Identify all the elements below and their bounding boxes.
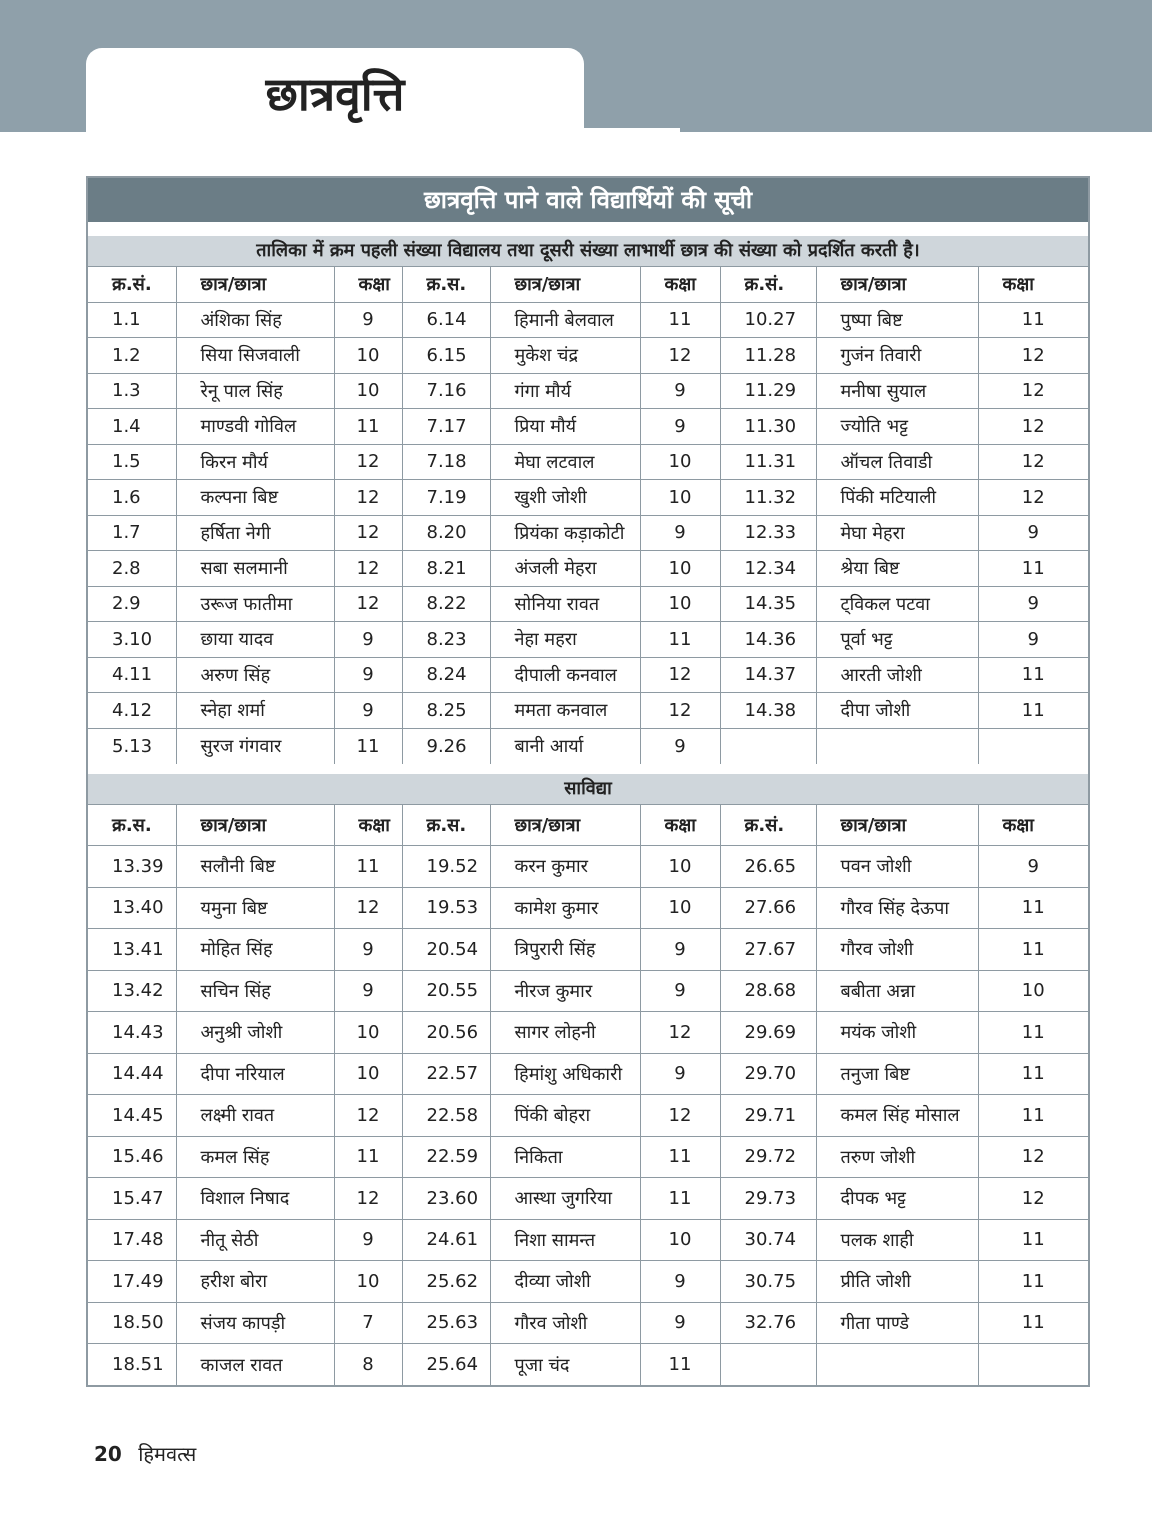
serial-cell: 6.14 — [402, 302, 490, 338]
class-cell: 9 — [334, 302, 402, 338]
student-name-cell: माण्डवी गोविल — [176, 409, 334, 445]
student-name-cell: दीपा नरियाल — [176, 1053, 334, 1095]
student-name-cell: सबा सलमानी — [176, 551, 334, 587]
table-1-header-row — [88, 267, 1088, 303]
serial-cell: 29.70 — [720, 1053, 816, 1095]
serial-cell: 2.8 — [88, 551, 176, 587]
class-cell: 11 — [978, 1095, 1088, 1137]
serial-cell: 11.29 — [720, 373, 816, 409]
table-2-header-row — [88, 804, 1088, 846]
serial-cell: 28.68 — [720, 970, 816, 1012]
class-cell: 11 — [640, 1178, 720, 1220]
student-name-cell: दीपक भट्ट — [816, 1178, 978, 1220]
student-name-cell: प्रिया मौर्य — [490, 409, 640, 445]
table-1-header-cell: क्र.सं. — [720, 267, 816, 303]
serial-cell: 1.7 — [88, 515, 176, 551]
student-name-cell: हर्षिता नेगी — [176, 515, 334, 551]
serial-cell: 25.64 — [402, 1344, 490, 1386]
class-cell: 11 — [978, 551, 1088, 587]
table-row — [88, 887, 1088, 929]
table-row — [88, 1136, 1088, 1178]
student-name-cell: गंगा मौर्य — [490, 373, 640, 409]
student-name-cell: अरुण सिंह — [176, 657, 334, 693]
table-row — [88, 1219, 1088, 1261]
table-row — [88, 373, 1088, 409]
title-tab — [86, 48, 584, 132]
class-cell: 11 — [978, 693, 1088, 729]
class-cell: 9 — [640, 373, 720, 409]
serial-cell: 20.55 — [402, 970, 490, 1012]
table-1-header-cell: क्र.स. — [402, 267, 490, 303]
class-cell: 9 — [640, 515, 720, 551]
class-cell: 12 — [334, 1178, 402, 1220]
serial-cell: 22.58 — [402, 1095, 490, 1137]
table-2-header-cell: छात्र/छात्रा — [176, 804, 334, 846]
class-cell: 9 — [640, 409, 720, 445]
serial-cell: 7.18 — [402, 444, 490, 480]
student-name-cell: पवन जोशी — [816, 846, 978, 888]
class-cell: 10 — [640, 1219, 720, 1261]
class-cell: 10 — [640, 846, 720, 888]
serial-cell: 15.47 — [88, 1178, 176, 1220]
student-name-cell: ट्विकल पटवा — [816, 586, 978, 622]
student-name-cell: तरुण जोशी — [816, 1136, 978, 1178]
serial-cell: 29.71 — [720, 1095, 816, 1137]
table-2-header-cell: क्र.स. — [88, 804, 176, 846]
table-row — [88, 693, 1088, 729]
class-cell: 9 — [640, 728, 720, 764]
table-row — [88, 728, 1088, 764]
table-row — [88, 1012, 1088, 1054]
class-cell: 11 — [978, 887, 1088, 929]
serial-cell: 13.39 — [88, 846, 176, 888]
student-name-cell: सोनिया रावत — [490, 586, 640, 622]
student-name-cell: रेनू पाल सिंह — [176, 373, 334, 409]
student-name-cell: अनुश्री जोशी — [176, 1012, 334, 1054]
student-name-cell — [816, 1344, 978, 1386]
student-name-cell: ऑचल तिवाडी — [816, 444, 978, 480]
student-name-cell: संजय कापड़ी — [176, 1302, 334, 1344]
class-cell: 12 — [978, 1136, 1088, 1178]
table-1-header-cell: छात्र/छात्रा — [176, 267, 334, 303]
class-cell: 12 — [334, 444, 402, 480]
serial-cell: 1.6 — [88, 480, 176, 516]
student-name-cell: सलौनी बिष्ट — [176, 846, 334, 888]
student-name-cell: मुकेश चंद्र — [490, 338, 640, 374]
serial-cell: 20.54 — [402, 929, 490, 971]
class-cell: 11 — [978, 657, 1088, 693]
serial-cell: 8.24 — [402, 657, 490, 693]
class-cell: 11 — [640, 1136, 720, 1178]
student-name-cell: गीता पाण्डे — [816, 1302, 978, 1344]
class-cell: 12 — [640, 693, 720, 729]
class-cell: 9 — [334, 970, 402, 1012]
class-cell — [978, 1344, 1088, 1386]
student-name-cell: ज्योति भट्ट — [816, 409, 978, 445]
serial-cell: 11.30 — [720, 409, 816, 445]
class-cell: 9 — [334, 657, 402, 693]
serial-cell: 24.61 — [402, 1219, 490, 1261]
serial-cell: 14.38 — [720, 693, 816, 729]
serial-cell: 17.48 — [88, 1219, 176, 1261]
serial-cell: 29.69 — [720, 1012, 816, 1054]
magazine-name: हिमवत्स — [138, 1442, 197, 1466]
serial-cell: 9.26 — [402, 728, 490, 764]
table-row — [88, 1178, 1088, 1220]
class-cell: 9 — [640, 1261, 720, 1303]
student-name-cell: ममता कनवाल — [490, 693, 640, 729]
table-row — [88, 409, 1088, 445]
student-name-cell: उरूज फातीमा — [176, 586, 334, 622]
student-name-cell: पूजा चंद — [490, 1344, 640, 1386]
class-cell: 9 — [978, 846, 1088, 888]
serial-cell: 7.17 — [402, 409, 490, 445]
student-name-cell: मोहित सिंह — [176, 929, 334, 971]
student-name-cell: अंशिका सिंह — [176, 302, 334, 338]
table-row — [88, 929, 1088, 971]
table-row — [88, 970, 1088, 1012]
class-cell: 9 — [640, 929, 720, 971]
student-name-cell: आस्था जुगरिया — [490, 1178, 640, 1220]
class-cell: 10 — [334, 1261, 402, 1303]
serial-cell: 5.13 — [88, 728, 176, 764]
title-tab-extension — [584, 128, 680, 132]
student-name-cell: कमल सिंह मोसाल — [816, 1095, 978, 1137]
student-name-cell: गुजंन तिवारी — [816, 338, 978, 374]
serial-cell: 14.44 — [88, 1053, 176, 1095]
serial-cell: 17.49 — [88, 1261, 176, 1303]
panel-title: छात्रवृत्ति पाने वाले विद्यार्थियों की सूची — [88, 178, 1088, 222]
student-name-cell — [816, 728, 978, 764]
table-1-header-cell: कक्षा — [978, 267, 1088, 303]
table-2-header-cell: क्र.सं. — [720, 804, 816, 846]
serial-cell: 25.63 — [402, 1302, 490, 1344]
student-name-cell: दीव्या जोशी — [490, 1261, 640, 1303]
class-cell: 11 — [978, 1012, 1088, 1054]
student-name-cell: हरीश बोरा — [176, 1261, 334, 1303]
student-name-cell: विशाल निषाद — [176, 1178, 334, 1220]
class-cell: 11 — [978, 302, 1088, 338]
class-cell: 10 — [334, 338, 402, 374]
student-name-cell: निशा सामन्त — [490, 1219, 640, 1261]
serial-cell: 18.50 — [88, 1302, 176, 1344]
serial-cell: 26.65 — [720, 846, 816, 888]
class-cell: 11 — [334, 409, 402, 445]
table-1-header-cell: छात्र/छात्रा — [490, 267, 640, 303]
student-name-cell: बानी आर्या — [490, 728, 640, 764]
student-name-cell: पुष्पा बिष्ट — [816, 302, 978, 338]
serial-cell: 18.51 — [88, 1344, 176, 1386]
class-cell: 11 — [334, 728, 402, 764]
serial-cell: 20.56 — [402, 1012, 490, 1054]
student-name-cell: मनीषा सुयाल — [816, 373, 978, 409]
student-name-cell: तनुजा बिष्ट — [816, 1053, 978, 1095]
class-cell: 10 — [334, 373, 402, 409]
student-name-cell: आरती जोशी — [816, 657, 978, 693]
class-cell: 12 — [640, 338, 720, 374]
class-cell: 12 — [640, 657, 720, 693]
page-footer — [94, 1440, 196, 1467]
serial-cell: 1.4 — [88, 409, 176, 445]
class-cell — [978, 728, 1088, 764]
student-name-cell: मेघा लटवाल — [490, 444, 640, 480]
student-name-cell: निकिता — [490, 1136, 640, 1178]
class-cell: 10 — [640, 480, 720, 516]
serial-cell: 13.42 — [88, 970, 176, 1012]
class-cell: 9 — [640, 1053, 720, 1095]
student-name-cell: कल्पना बिष्ट — [176, 480, 334, 516]
serial-cell: 4.12 — [88, 693, 176, 729]
student-name-cell: मयंक जोशी — [816, 1012, 978, 1054]
student-name-cell: सिया सिजवाली — [176, 338, 334, 374]
table-2-header-cell: कक्षा — [334, 804, 402, 846]
scholarship-panel — [86, 176, 1090, 1387]
serial-cell: 8.23 — [402, 622, 490, 658]
student-name-cell: सागर लोहनी — [490, 1012, 640, 1054]
serial-cell: 8.22 — [402, 586, 490, 622]
table-2-header-cell: कक्षा — [978, 804, 1088, 846]
student-name-cell: करन कुमार — [490, 846, 640, 888]
serial-cell — [720, 1344, 816, 1386]
page-title: छात्रवृत्ति — [265, 67, 405, 121]
serial-cell: 25.62 — [402, 1261, 490, 1303]
serial-cell: 22.59 — [402, 1136, 490, 1178]
student-name-cell: गौरव जोशी — [816, 929, 978, 971]
serial-cell: 4.11 — [88, 657, 176, 693]
class-cell: 12 — [334, 586, 402, 622]
class-cell: 12 — [334, 515, 402, 551]
student-name-cell: छाया यादव — [176, 622, 334, 658]
class-cell: 10 — [640, 551, 720, 587]
student-name-cell: सुरज गंगवार — [176, 728, 334, 764]
serial-cell: 7.16 — [402, 373, 490, 409]
serial-cell: 1.5 — [88, 444, 176, 480]
table-row — [88, 622, 1088, 658]
serial-cell: 10.27 — [720, 302, 816, 338]
serial-cell: 1.2 — [88, 338, 176, 374]
class-cell: 10 — [640, 887, 720, 929]
student-name-cell: प्रीति जोशी — [816, 1261, 978, 1303]
class-cell: 12 — [978, 373, 1088, 409]
table-row — [88, 657, 1088, 693]
student-name-cell: यमुना बिष्ट — [176, 887, 334, 929]
student-name-cell: काजल रावत — [176, 1344, 334, 1386]
class-cell: 9 — [334, 622, 402, 658]
table-row — [88, 515, 1088, 551]
student-name-cell: गौरव जोशी — [490, 1302, 640, 1344]
table-1-header-cell: कक्षा — [334, 267, 402, 303]
class-cell: 11 — [334, 1136, 402, 1178]
table-row — [88, 338, 1088, 374]
table-2-header-cell: छात्र/छात्रा — [490, 804, 640, 846]
class-cell: 7 — [334, 1302, 402, 1344]
class-cell: 9 — [334, 929, 402, 971]
table-note: तालिका में क्रम पहली संख्या विद्यालय तथा दूसरी संख्या लाभार्थी छात्र की संख्या को प्रदर्शित करती है। — [88, 236, 1088, 266]
class-cell: 10 — [978, 970, 1088, 1012]
serial-cell: 12.33 — [720, 515, 816, 551]
student-name-cell: हिमानी बेलवाल — [490, 302, 640, 338]
class-cell: 12 — [640, 1012, 720, 1054]
student-name-cell: दीपा जोशी — [816, 693, 978, 729]
serial-cell: 7.19 — [402, 480, 490, 516]
student-name-cell: पूर्वा भट्ट — [816, 622, 978, 658]
student-name-cell: श्रेया बिष्ट — [816, 551, 978, 587]
student-name-cell: हिमांशु अधिकारी — [490, 1053, 640, 1095]
table-row — [88, 846, 1088, 888]
serial-cell: 2.9 — [88, 586, 176, 622]
serial-cell: 1.1 — [88, 302, 176, 338]
serial-cell: 22.57 — [402, 1053, 490, 1095]
class-cell: 12 — [334, 551, 402, 587]
serial-cell: 27.66 — [720, 887, 816, 929]
table-row — [88, 586, 1088, 622]
class-cell: 12 — [978, 444, 1088, 480]
table-row — [88, 1095, 1088, 1137]
class-cell: 9 — [978, 622, 1088, 658]
serial-cell: 14.45 — [88, 1095, 176, 1137]
serial-cell: 3.10 — [88, 622, 176, 658]
serial-cell — [720, 728, 816, 764]
table-row — [88, 1053, 1088, 1095]
class-cell: 10 — [640, 444, 720, 480]
student-name-cell: कामेश कुमार — [490, 887, 640, 929]
student-name-cell: पिंकी बोहरा — [490, 1095, 640, 1137]
serial-cell: 11.32 — [720, 480, 816, 516]
student-name-cell: दीपाली कनवाल — [490, 657, 640, 693]
table-row — [88, 1344, 1088, 1386]
class-cell: 12 — [334, 480, 402, 516]
table-1-header-cell: कक्षा — [640, 267, 720, 303]
class-cell: 10 — [334, 1012, 402, 1054]
student-name-cell: नीतू सेठी — [176, 1219, 334, 1261]
serial-cell: 13.41 — [88, 929, 176, 971]
table-row — [88, 1302, 1088, 1344]
serial-cell: 29.73 — [720, 1178, 816, 1220]
class-cell: 11 — [978, 1219, 1088, 1261]
serial-cell: 14.36 — [720, 622, 816, 658]
table-row — [88, 302, 1088, 338]
class-cell: 9 — [978, 515, 1088, 551]
class-cell: 12 — [978, 480, 1088, 516]
class-cell: 10 — [640, 586, 720, 622]
table-2-header-cell: क्र.स. — [402, 804, 490, 846]
serial-cell: 14.35 — [720, 586, 816, 622]
student-name-cell: खुशी जोशी — [490, 480, 640, 516]
student-name-cell: कमल सिंह — [176, 1136, 334, 1178]
serial-cell: 1.3 — [88, 373, 176, 409]
scholarship-table-2 — [88, 804, 1088, 1386]
class-cell: 12 — [334, 1095, 402, 1137]
class-cell: 9 — [640, 970, 720, 1012]
student-name-cell: प्रियंका कड़ाकोटी — [490, 515, 640, 551]
student-name-cell: लक्ष्मी रावत — [176, 1095, 334, 1137]
table-2-header-cell: छात्र/छात्रा — [816, 804, 978, 846]
student-name-cell: बबीता अन्ना — [816, 970, 978, 1012]
class-cell: 9 — [334, 1219, 402, 1261]
table-1-header-cell: क्र.सं. — [88, 267, 176, 303]
serial-cell: 12.34 — [720, 551, 816, 587]
class-cell: 12 — [334, 887, 402, 929]
serial-cell: 27.67 — [720, 929, 816, 971]
student-name-cell: नेहा महरा — [490, 622, 640, 658]
serial-cell: 8.25 — [402, 693, 490, 729]
class-cell: 12 — [640, 1095, 720, 1137]
class-cell: 11 — [640, 302, 720, 338]
serial-cell: 8.21 — [402, 551, 490, 587]
class-cell: 12 — [978, 338, 1088, 374]
class-cell: 11 — [978, 929, 1088, 971]
student-name-cell: अंजली मेहरा — [490, 551, 640, 587]
class-cell: 9 — [978, 586, 1088, 622]
student-name-cell: मेघा मेहरा — [816, 515, 978, 551]
student-name-cell: पलक शाही — [816, 1219, 978, 1261]
serial-cell: 19.53 — [402, 887, 490, 929]
serial-cell: 29.72 — [720, 1136, 816, 1178]
student-name-cell: किरन मौर्य — [176, 444, 334, 480]
class-cell: 9 — [334, 693, 402, 729]
serial-cell: 14.43 — [88, 1012, 176, 1054]
class-cell: 11 — [640, 1344, 720, 1386]
class-cell: 12 — [978, 409, 1088, 445]
serial-cell: 11.28 — [720, 338, 816, 374]
class-cell: 11 — [334, 846, 402, 888]
serial-cell: 19.52 — [402, 846, 490, 888]
serial-cell: 23.60 — [402, 1178, 490, 1220]
student-name-cell: सचिन सिंह — [176, 970, 334, 1012]
scholarship-table-1 — [88, 266, 1088, 764]
section-title-savidya: साविद्या — [88, 774, 1088, 804]
serial-cell: 6.15 — [402, 338, 490, 374]
serial-cell: 11.31 — [720, 444, 816, 480]
page-number: 20 — [94, 1442, 122, 1466]
class-cell: 11 — [640, 622, 720, 658]
table-row — [88, 551, 1088, 587]
serial-cell: 32.76 — [720, 1302, 816, 1344]
student-name-cell: पिंकी मटियाली — [816, 480, 978, 516]
serial-cell: 14.37 — [720, 657, 816, 693]
student-name-cell: स्नेहा शर्मा — [176, 693, 334, 729]
class-cell: 12 — [978, 1178, 1088, 1220]
serial-cell: 30.74 — [720, 1219, 816, 1261]
class-cell: 9 — [640, 1302, 720, 1344]
serial-cell: 15.46 — [88, 1136, 176, 1178]
table-row — [88, 480, 1088, 516]
serial-cell: 13.40 — [88, 887, 176, 929]
table-row — [88, 444, 1088, 480]
class-cell: 11 — [978, 1302, 1088, 1344]
serial-cell: 30.75 — [720, 1261, 816, 1303]
class-cell: 10 — [334, 1053, 402, 1095]
class-cell: 11 — [978, 1053, 1088, 1095]
table-1-header-cell: छात्र/छात्रा — [816, 267, 978, 303]
student-name-cell: नीरज कुमार — [490, 970, 640, 1012]
table-2-header-cell: कक्षा — [640, 804, 720, 846]
class-cell: 11 — [978, 1261, 1088, 1303]
serial-cell: 8.20 — [402, 515, 490, 551]
student-name-cell: त्रिपुरारी सिंह — [490, 929, 640, 971]
class-cell: 8 — [334, 1344, 402, 1386]
table-row — [88, 1261, 1088, 1303]
student-name-cell: गौरव सिंह देऊपा — [816, 887, 978, 929]
